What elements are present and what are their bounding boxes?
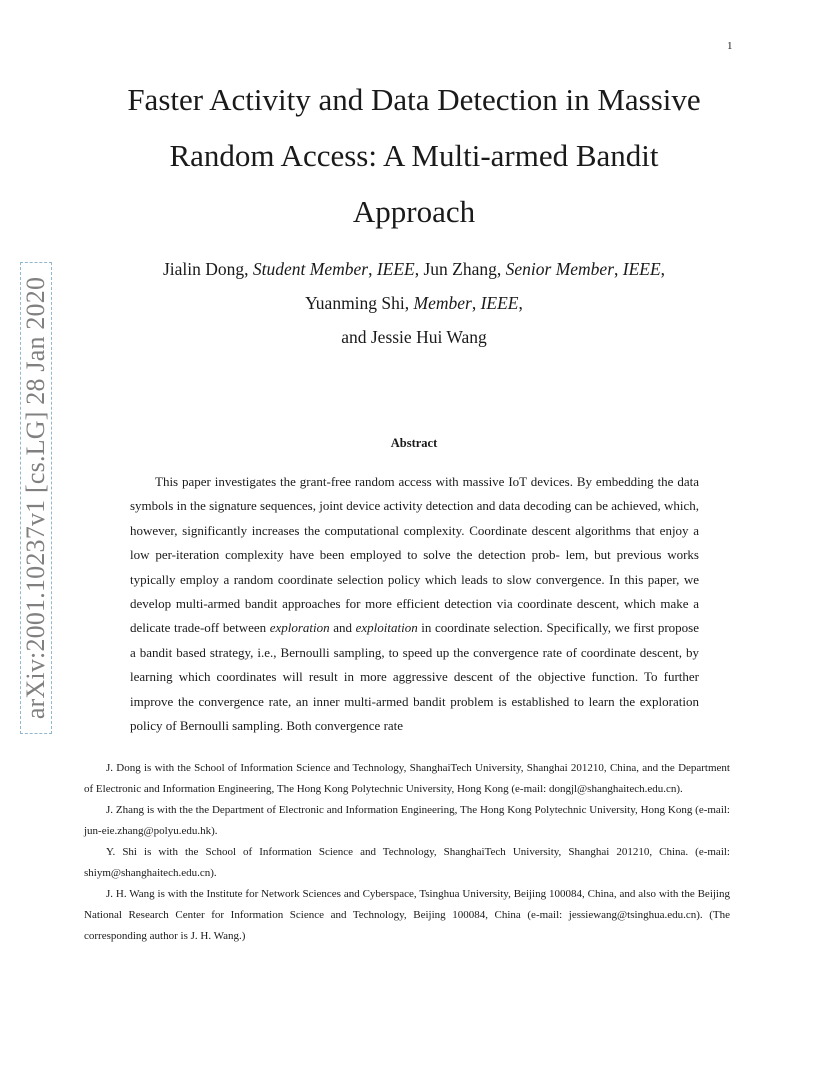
author-2-end: ,	[660, 259, 666, 279]
arxiv-identifier-text: arXiv:2001.10237v1 [cs.LG] 28 Jan 2020	[21, 276, 50, 720]
author-2-name: , Jun Zhang,	[414, 259, 506, 279]
author-3-end: ,	[518, 293, 523, 313]
abstract-text-part-2: and	[329, 620, 356, 636]
abstract-text-part-1: This paper investigates the grant-free random access with massive IoT devices. By embedding the data symbols in the signature sequences, joint device activity detection and data decoding can be achieved, which, however, significantly increases the computational complexity. Coordinate descent algorithms that enjoy a low per-iteration complexity have been employed to solve the detection prob- lem, but previous works typically employ a random coordinate selection policy which leads to slow convergence. In this paper, we develop multi-armed bandit approaches for more efficient detection via coordinate descent, which make a delicate trade-off between	[130, 474, 699, 636]
abstract-heading: Abstract	[390, 436, 438, 450]
author-2-org: IEEE	[622, 259, 661, 279]
author-3-name: Yuanming Shi,	[305, 293, 414, 313]
author-4: and Jessie Hui Wang	[341, 327, 487, 347]
author-list	[0, 252, 828, 354]
title-line-3: Approach	[352, 194, 476, 229]
abstract-body	[130, 470, 699, 738]
author-1-role: Student Member	[252, 259, 369, 279]
author-2-sep: ,	[614, 259, 623, 279]
author-3-role: Member	[413, 293, 472, 313]
paper-title	[0, 72, 828, 240]
author-3-sep: ,	[471, 293, 481, 313]
footnote-wang: J. H. Wang is with the Institute for Network Sciences and Cyberspace, Tsinghua University, Beijing 100084, China, and also with the Beijing National Research Center for Information Science and Technology, Beijing 100084, China (e-mail: jessiewang@tsinghua.edu.cn). (The corresponding author is J. H. Wang.)	[84, 888, 730, 942]
author-3-org: IEEE	[480, 293, 519, 313]
abstract-emphasis-exploration: exploration	[269, 620, 330, 636]
footnote-dong: J. Dong is with the School of Information Science and Technology, ShanghaiTech University, Shanghai 201210, China, and the Department of Electronic and Information Engineering, The Hong Kong Polytechnic University, Hong Kong (e-mail: dongjl@shanghaitech.edu.cn).	[84, 762, 730, 795]
title-line-2: Random Access: A Multi-armed Bandit	[169, 138, 659, 173]
abstract-text-part-3: in coordinate selection. Specifically, we first propose a bandit based strategy, i.e., Bernoulli sampling, to speed up the convergence rate of coordinate descent, by learning which coordinates will result in more aggressive descent of the objective function. To further improve the convergence rate, an inner multi-armed bandit problem is established to learn the exploration policy of Bernoulli sampling. Both convergence rate	[130, 620, 699, 734]
author-1-org: IEEE	[376, 259, 415, 279]
author-2-role: Senior Member	[505, 259, 615, 279]
page-number: 1	[727, 40, 733, 52]
footnote-zhang: J. Zhang is with the the Department of Electronic and Information Engineering, The Hong Kong Polytechnic University, Hong Kong (e-mail: jun-eie.zhang@polyu.edu.hk).	[84, 804, 730, 837]
author-1-sep: ,	[368, 259, 377, 279]
author-1-name: Jialin Dong,	[162, 259, 253, 279]
title-line-1: Faster Activity and Data Detection in Massive	[127, 82, 701, 117]
footnote-shi: Y. Shi is with the School of Information Science and Technology, ShanghaiTech University, Shanghai 201210, China. (e-mail: shiym@shanghaitech.edu.cn).	[84, 846, 730, 879]
author-affiliation-footnotes	[84, 758, 730, 947]
abstract-emphasis-exploitation: exploitation	[355, 620, 418, 636]
